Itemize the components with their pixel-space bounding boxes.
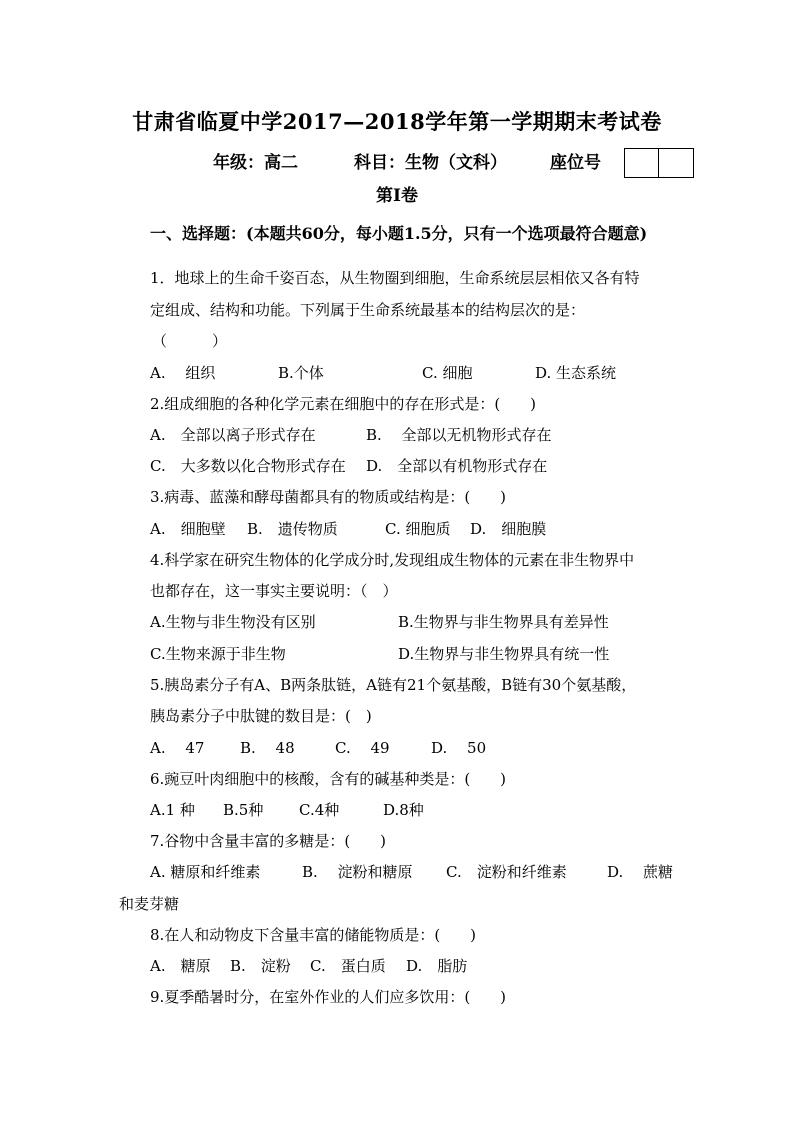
question-7-option-c: C. 淀粉和纤维素 bbox=[446, 863, 567, 881]
question-5-option-c: C. 49 bbox=[335, 739, 390, 757]
question-1-line-1: 1．地球上的生命千姿百态，从生物圈到细胞，生命系统层层相依又各有特 bbox=[150, 269, 640, 287]
seat-number-box[interactable] bbox=[624, 148, 694, 178]
question-1-option-a: A. 组织 bbox=[150, 364, 216, 382]
question-2-option-d: D. 全部以有机物形式存在 bbox=[366, 457, 548, 475]
question-1-answer-blank: （ ） bbox=[152, 332, 228, 350]
question-6-line-1: 6.豌豆叶肉细胞中的核酸，含有的碱基种类是：( ) bbox=[150, 770, 507, 788]
question-7-option-a: A. 糖原和纤维素 bbox=[150, 863, 261, 881]
question-2-option-a: A. 全部以离子形式存在 bbox=[150, 426, 316, 444]
question-7-option-d: D. 蔗糖 bbox=[607, 863, 674, 881]
question-2-option-c: C. 大多数以化合物形式存在 bbox=[150, 457, 346, 475]
seat-label: 座位号 bbox=[550, 153, 601, 173]
question-7-option-b: B. 淀粉和糖原 bbox=[302, 863, 413, 881]
question-1-option-d: D. 生态系统 bbox=[535, 364, 617, 382]
question-5-option-d: D. 50 bbox=[431, 739, 487, 757]
question-4-option-d: D.生物界与非生物界具有统一性 bbox=[398, 645, 610, 663]
question-8-line-1: 8.在人和动物皮下含量丰富的储能物质是：( ) bbox=[150, 926, 477, 944]
exam-title: 甘肃省临夏中学2017—2018学年第一学期期末考试卷 bbox=[132, 109, 662, 134]
question-1-option-b: B.个体 bbox=[278, 364, 324, 382]
question-8-option-c: C. 蛋白质 bbox=[310, 957, 386, 975]
question-2-option-b: B. 全部以无机物形式存在 bbox=[366, 426, 552, 444]
seat-number-cell-1[interactable] bbox=[625, 149, 659, 177]
question-6-option-d: D.8种 bbox=[383, 801, 424, 819]
question-5-line-2: 胰岛素分子中肽键的数目是：( ) bbox=[150, 707, 372, 725]
section-title: 一、选择题：(本题共60分，每小题1.5分，只有一个选项最符合题意) bbox=[150, 224, 648, 243]
question-1-option-c: C. 细胞 bbox=[422, 364, 473, 382]
question-6-option-a: A.1 种 bbox=[150, 801, 195, 819]
question-3-option-c: C. 细胞质 bbox=[385, 520, 451, 538]
question-9-line-1: 9.夏季酷暑时分，在室外作业的人们应多饮用：( ) bbox=[150, 988, 507, 1006]
question-5-option-b: B. 48 bbox=[240, 739, 295, 757]
question-3-option-d: D. 细胞膜 bbox=[470, 520, 547, 538]
question-3-line-1: 3.病毒、蓝藻和酵母菌都具有的物质或结构是：( ) bbox=[150, 488, 507, 506]
grade-label: 年级：高二 bbox=[213, 153, 298, 173]
question-7-option-d-continuation: 和麦芽糖 bbox=[119, 895, 180, 913]
question-6-option-b: B.5种 bbox=[223, 801, 264, 819]
question-2-line-1: 2.组成细胞的各种化学元素在细胞中的存在形式是：( ) bbox=[150, 395, 537, 413]
seat-number-cell-2[interactable] bbox=[659, 149, 693, 177]
question-8-option-b: B. 淀粉 bbox=[230, 957, 291, 975]
question-4-line-1: 4.科学家在研究生物体的化学成分时,发现组成生物体的元素在非生物界中 bbox=[150, 551, 635, 569]
question-4-option-c: C.生物来源于非生物 bbox=[150, 645, 286, 663]
question-6-option-c: C.4种 bbox=[299, 801, 340, 819]
question-5-option-a: A. 47 bbox=[150, 739, 205, 757]
question-4-option-b: B.生物界与非生物界具有差异性 bbox=[398, 613, 609, 631]
question-3-option-b: B. 遗传物质 bbox=[247, 520, 338, 538]
question-3-option-a: A. 细胞壁 bbox=[150, 520, 226, 538]
question-8-option-d: D. 脂肪 bbox=[406, 957, 468, 975]
question-7-line-1: 7.谷物中含量丰富的多糖是：( ) bbox=[150, 832, 387, 850]
volume-heading: 第Ⅰ卷 bbox=[376, 186, 418, 206]
question-1-line-2: 定组成、结构和功能。下列属于生命系统最基本的结构层次的是： bbox=[150, 301, 586, 319]
subject-label: 科目：生物（文科） bbox=[354, 153, 507, 173]
question-8-option-a: A. 糖原 bbox=[150, 957, 211, 975]
question-5-line-1: 5.胰岛素分子有A、B两条肽链，A链有21个氨基酸，B链有30个氨基酸， bbox=[150, 676, 637, 694]
question-4-option-a: A.生物与非生物没有区别 bbox=[150, 613, 316, 631]
question-4-line-2: 也都存在，这一事实主要说明：（ ） bbox=[150, 582, 398, 600]
